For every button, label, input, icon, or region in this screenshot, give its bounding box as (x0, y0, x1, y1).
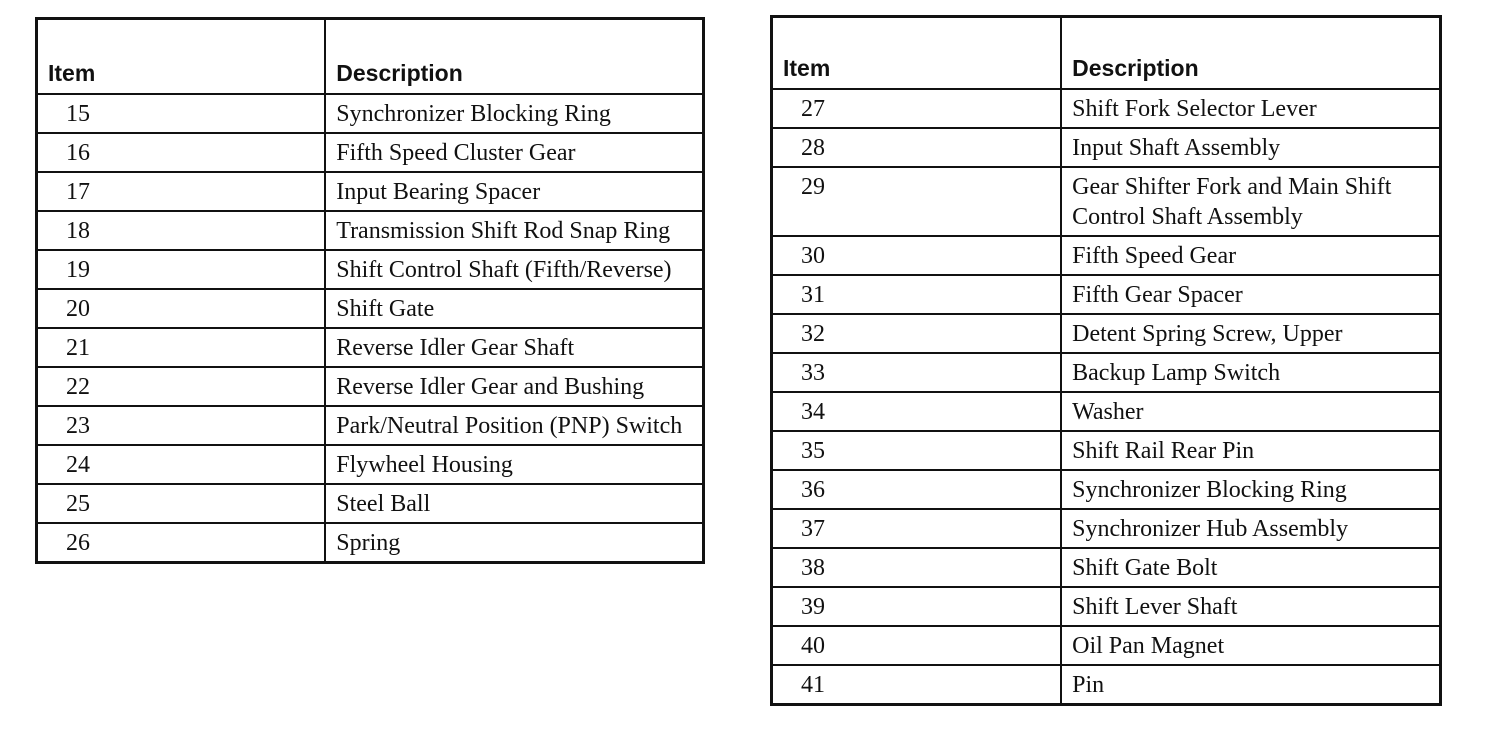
table-row (772, 314, 1441, 353)
item-description: Shift Lever Shaft (1061, 587, 1440, 626)
item-description: Synchronizer Hub Assembly (1061, 509, 1440, 548)
item-description: Reverse Idler Gear Shaft (325, 328, 703, 367)
table-row (772, 587, 1441, 626)
item-number: 35 (772, 431, 1062, 470)
table-row (37, 289, 704, 328)
table-row (37, 250, 704, 289)
table-row (772, 509, 1441, 548)
table-row (772, 275, 1441, 314)
item-description: Input Bearing Spacer (325, 172, 703, 211)
table-row (37, 367, 704, 406)
table-row (772, 89, 1441, 128)
item-number: 20 (37, 289, 326, 328)
item-description: Washer (1061, 392, 1440, 431)
item-description: Shift Fork Selector Lever (1061, 89, 1440, 128)
item-description: Spring (325, 523, 703, 563)
item-description: Detent Spring Screw, Upper (1061, 314, 1440, 353)
item-description: Gear Shifter Fork and Main Shift Control Shaft Assembly (1061, 167, 1440, 236)
table-body (37, 94, 704, 563)
table-row (37, 523, 704, 563)
item-number: 16 (37, 133, 326, 172)
item-number: 36 (772, 470, 1062, 509)
table-row (772, 353, 1441, 392)
item-number: 17 (37, 172, 326, 211)
item-number: 27 (772, 89, 1062, 128)
item-description: Fifth Speed Gear (1061, 236, 1440, 275)
item-column-header: Item (37, 19, 326, 94)
item-description: Fifth Gear Spacer (1061, 275, 1440, 314)
item-description: Flywheel Housing (325, 445, 703, 484)
table-row (772, 392, 1441, 431)
item-description: Input Shaft Assembly (1061, 128, 1440, 167)
item-description: Synchronizer Blocking Ring (325, 94, 703, 133)
parts-table-right (770, 15, 1442, 706)
table-row (772, 236, 1441, 275)
item-number: 23 (37, 406, 326, 445)
table-row (772, 167, 1441, 236)
table-row (37, 445, 704, 484)
item-description: Shift Rail Rear Pin (1061, 431, 1440, 470)
item-number: 15 (37, 94, 326, 133)
table-row (37, 484, 704, 523)
item-number: 21 (37, 328, 326, 367)
item-number: 19 (37, 250, 326, 289)
item-number: 33 (772, 353, 1062, 392)
item-description: Steel Ball (325, 484, 703, 523)
item-description: Shift Gate Bolt (1061, 548, 1440, 587)
item-number: 40 (772, 626, 1062, 665)
table-row (37, 94, 704, 133)
table-row (37, 133, 704, 172)
item-number: 38 (772, 548, 1062, 587)
item-number: 28 (772, 128, 1062, 167)
item-number: 26 (37, 523, 326, 563)
item-description: Pin (1061, 665, 1440, 705)
table-row (37, 328, 704, 367)
table-row (772, 548, 1441, 587)
item-number: 32 (772, 314, 1062, 353)
table-row (37, 211, 704, 250)
item-description: Backup Lamp Switch (1061, 353, 1440, 392)
item-description: Park/Neutral Position (PNP) Switch (325, 406, 703, 445)
item-number: 31 (772, 275, 1062, 314)
header-row (772, 17, 1441, 89)
description-column-header: Description (1061, 17, 1440, 89)
item-description: Oil Pan Magnet (1061, 626, 1440, 665)
table-row (772, 665, 1441, 705)
item-description: Shift Control Shaft (Fifth/Reverse) (325, 250, 703, 289)
item-number: 34 (772, 392, 1062, 431)
item-description: Shift Gate (325, 289, 703, 328)
item-description: Reverse Idler Gear and Bushing (325, 367, 703, 406)
item-column-header: Item (772, 17, 1062, 89)
item-description: Synchronizer Blocking Ring (1061, 470, 1440, 509)
description-column-header: Description (325, 19, 703, 94)
item-number: 24 (37, 445, 326, 484)
table-body (772, 89, 1441, 705)
table-row (772, 626, 1441, 665)
item-number: 29 (772, 167, 1062, 236)
item-number: 37 (772, 509, 1062, 548)
item-number: 18 (37, 211, 326, 250)
item-number: 30 (772, 236, 1062, 275)
parts-table-left (35, 17, 705, 564)
item-number: 25 (37, 484, 326, 523)
item-number: 41 (772, 665, 1062, 705)
table-row (772, 431, 1441, 470)
item-number: 39 (772, 587, 1062, 626)
table-row (37, 172, 704, 211)
table-row (772, 470, 1441, 509)
item-description: Transmission Shift Rod Snap Ring (325, 211, 703, 250)
item-number: 22 (37, 367, 326, 406)
item-description: Fifth Speed Cluster Gear (325, 133, 703, 172)
table-row (37, 406, 704, 445)
header-row (37, 19, 704, 94)
table-row (772, 128, 1441, 167)
